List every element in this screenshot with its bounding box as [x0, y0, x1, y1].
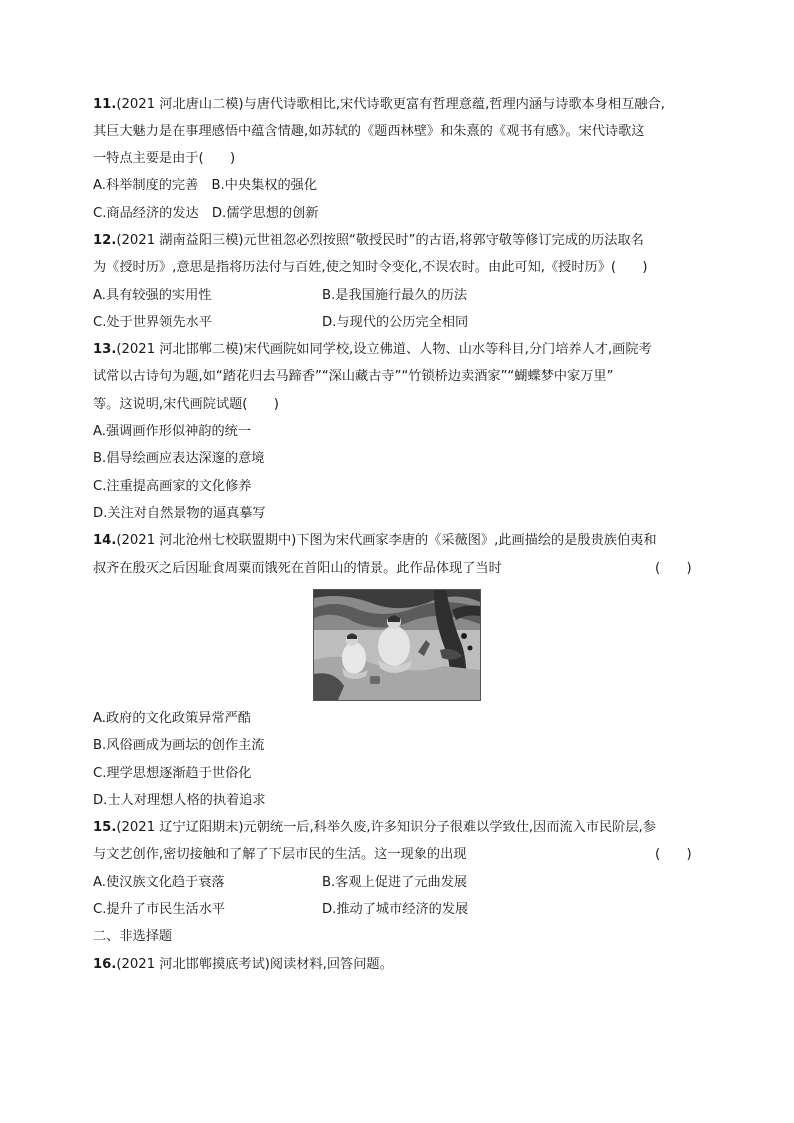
q15-option-a: A.使汉族文化趋于衰落	[93, 875, 225, 890]
painting-illustration	[314, 590, 480, 700]
q12-option-c: C.处于世界领先水平	[93, 315, 212, 330]
q14-option-b: B.风俗画成为画坛的创作主流	[93, 738, 265, 753]
q12-option-a: A.具有较强的实用性	[93, 288, 212, 303]
q15-option-c: C.提升了市民生活水平	[93, 902, 226, 917]
q11-line2: 其巨大魅力是在事理感悟中蕴含情趣,如苏轼的《题西林壁》和朱熹的《观书有感》。宋代诗歌这	[93, 124, 645, 139]
q15-line2: 与文艺创作,密切接触和了解了下层市民的生活。这一现象的出现	[93, 847, 467, 862]
q16-number: 16.	[93, 957, 117, 972]
q13-option-c: C.注重提高画家的文化修养	[93, 479, 252, 494]
q15-answer-paren: ( )	[655, 847, 692, 862]
q12-line1: 12.(2021 湖南益阳三模)元世祖忽必烈按照“敬授民时”的古语,将郭守敬等修订完成的历法取名	[93, 233, 644, 248]
q15-option-b: B.客观上促进了元曲发展	[322, 875, 468, 890]
q14-option-a: A.政府的文化政策异常严酷	[93, 711, 252, 726]
q12-option-d: D.与现代的公历完全相同	[322, 315, 469, 330]
q13-option-d: D.关注对自然景物的逼真摹写	[93, 506, 266, 521]
q11-line3: 一特点主要是由于( )	[93, 151, 236, 166]
q14-option-d: D.士人对理想人格的执着追求	[93, 793, 266, 808]
q11-number: 11.	[93, 97, 117, 112]
q13-option-b: B.倡导绘画应表达深邃的意境	[93, 451, 265, 466]
q14-answer-paren: ( )	[655, 561, 692, 576]
q14-line1: 14.(2021 河北沧州七校联盟期中)下图为宋代画家李唐的《采薇图》,此画描绘的是殷贵族伯夷和	[93, 533, 657, 548]
painting-figure	[313, 589, 481, 701]
q14-number: 14.	[93, 533, 117, 548]
q15-options-row2	[93, 901, 469, 919]
q12-line2: 为《授时历》,意思是指将历法付与百姓,使之知时令变化,不误农时。由此可知,《授时历》( )	[93, 260, 648, 275]
q12-option-b: B.是我国施行最久的历法	[322, 288, 468, 303]
q15-options-row1	[93, 874, 468, 892]
q11-option-ab: A.科举制度的完善 B.中央集权的强化	[93, 178, 318, 193]
q12-options-row1	[93, 287, 468, 305]
q11-option-cd: C.商品经济的发达 D.儒学思想的创新	[93, 206, 319, 221]
q12-number: 12.	[93, 233, 117, 248]
q16-line1: 16.(2021 河北邯郸摸底考试)阅读材料,回答问题。	[93, 957, 393, 972]
q13-line3: 等。这说明,宋代画院试题( )	[93, 397, 279, 412]
q13-option-a: A.强调画作形似神韵的统一	[93, 424, 252, 439]
q14-line2: 叔齐在殷灭之后因耻食周粟而饿死在首阳山的情景。此作品体现了当时	[93, 561, 502, 576]
section-title: 二、非选择题	[93, 929, 173, 944]
q15-number: 15.	[93, 820, 117, 835]
q15-line1: 15.(2021 辽宁辽阳期末)元朝统一后,科举久废,许多知识分子很难以学致仕,因而流入市民阶层,参	[93, 820, 656, 835]
q11-line1: 11.(2021 河北唐山二模)与唐代诗歌相比,宋代诗歌更富有哲理意蕴,哲理内涵与诗歌本身相互融合,	[93, 97, 665, 112]
q12-options-row2	[93, 314, 469, 332]
q14-option-c: C.理学思想逐渐趋于世俗化	[93, 766, 252, 781]
q13-number: 13.	[93, 342, 117, 357]
q13-line2: 试常以古诗句为题,如“踏花归去马蹄香”“深山藏古寺”“竹锁桥边卖酒家”“蝴蝶梦中家万里”	[93, 369, 614, 384]
q15-option-d: D.推动了城市经济的发展	[322, 902, 469, 917]
q13-line1: 13.(2021 河北邯郸二模)宋代画院如同学校,设立佛道、人物、山水等科目,分门培养人才,画院考	[93, 342, 652, 357]
